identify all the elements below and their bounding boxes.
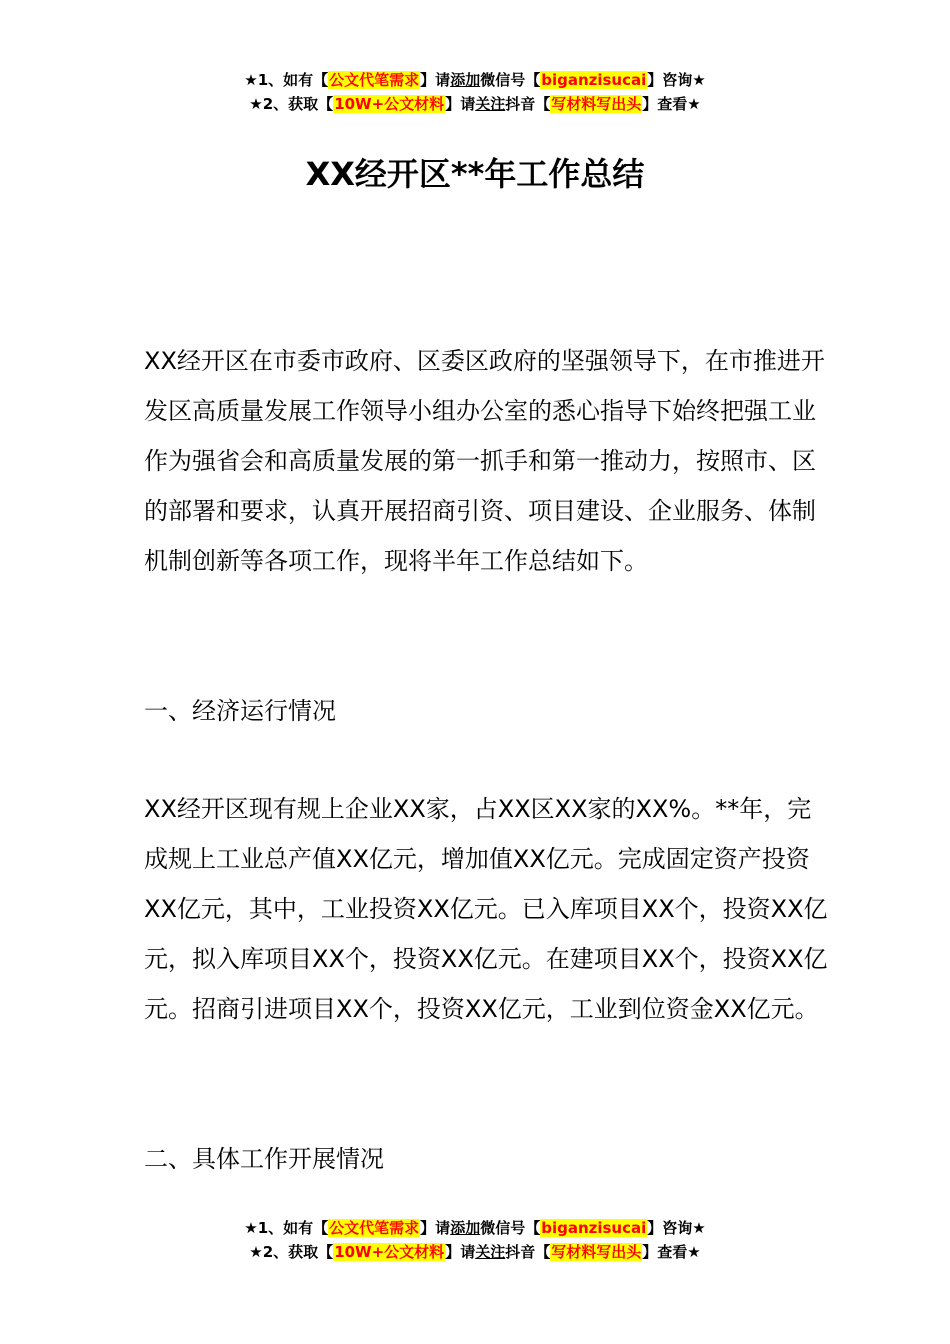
section-1-text: XX经开区现有规上企业XX家，占XX区XX家的XX%。**年，完成规上工业总产值XX亿元，增加值XX亿元。完成固定资产投资XX亿元，其中，工业投资XX亿元。已入库项目XX个，投资XX亿元，拟入库项目XX个，投资XX亿元。在建项目XX个，投资XX亿元。招商引进项目XX个，投资XX亿元，工业到位资金XX亿元。 xyxy=(144,795,828,1023)
promo-highlight-materials: 10W+公文材料 xyxy=(334,1243,445,1261)
section-1-paragraph xyxy=(144,784,834,1034)
promo-wechat-id: biganzisucai xyxy=(541,71,647,89)
document-title: XX经开区**年工作总结 xyxy=(305,155,645,193)
promo-line-1-suffix: 】咨询★ xyxy=(647,1219,706,1237)
promo-line-1-mid: 】请 xyxy=(420,71,451,89)
promo-highlight-materials: 10W+公文材料 xyxy=(334,95,445,113)
promo-douyin-id: 写材料写出头 xyxy=(551,95,642,113)
promo-line-2-prefix: ★2、获取【 xyxy=(249,1243,334,1261)
intro-paragraph xyxy=(144,336,834,586)
promo-line-2 xyxy=(0,1240,950,1264)
top-promo-banner xyxy=(0,68,950,116)
promo-emphasis-add: 添加 xyxy=(450,1219,481,1237)
promo-line-2-mid2: 抖音【 xyxy=(505,1243,551,1261)
section-heading-2 xyxy=(144,1134,834,1184)
promo-line-1-suffix: 】咨询★ xyxy=(647,71,706,89)
intro-text: XX经开区在市委市政府、区委区政府的坚强领导下，在市推进开发区高质量发展工作领导小组办公室的悉心指导下始终把强工业作为强省会和高质量发展的第一抓手和第一推动力，按照市、区的部署和要求，认真开展招商引资、项目建设、企业服务、体制机制创新等各项工作，现将半年工作总结如下。 xyxy=(144,347,825,575)
promo-line-1 xyxy=(0,1216,950,1240)
section-heading-1 xyxy=(144,686,834,736)
promo-line-2-suffix: 】查看★ xyxy=(642,95,701,113)
promo-line-2-mid: 】请 xyxy=(445,1243,476,1261)
promo-line-1-mid2: 微信号【 xyxy=(480,1219,541,1237)
promo-douyin-id: 写材料写出头 xyxy=(551,1243,642,1261)
promo-emphasis-add: 添加 xyxy=(450,71,481,89)
promo-line-2-mid2: 抖音【 xyxy=(505,95,551,113)
promo-line-2-mid: 】请 xyxy=(445,95,476,113)
promo-line-1 xyxy=(0,68,950,92)
promo-emphasis-follow: 关注 xyxy=(475,1243,506,1261)
promo-line-1-prefix: ★1、如有【 xyxy=(244,71,329,89)
promo-line-2-prefix: ★2、获取【 xyxy=(249,95,334,113)
promo-highlight-service: 公文代笔需求 xyxy=(329,1219,420,1237)
section-heading-1-text: 一、经济运行情况 xyxy=(144,697,336,725)
promo-wechat-id: biganzisucai xyxy=(541,1219,647,1237)
promo-line-2-suffix: 】查看★ xyxy=(642,1243,701,1261)
promo-line-1-mid: 】请 xyxy=(420,1219,451,1237)
promo-highlight-service: 公文代笔需求 xyxy=(329,71,420,89)
promo-line-1-mid2: 微信号【 xyxy=(480,71,541,89)
promo-line-1-prefix: ★1、如有【 xyxy=(244,1219,329,1237)
section-heading-2-text: 二、具体工作开展情况 xyxy=(144,1145,384,1173)
promo-emphasis-follow: 关注 xyxy=(475,95,506,113)
bottom-promo-banner xyxy=(0,1216,950,1264)
promo-line-2 xyxy=(0,92,950,116)
